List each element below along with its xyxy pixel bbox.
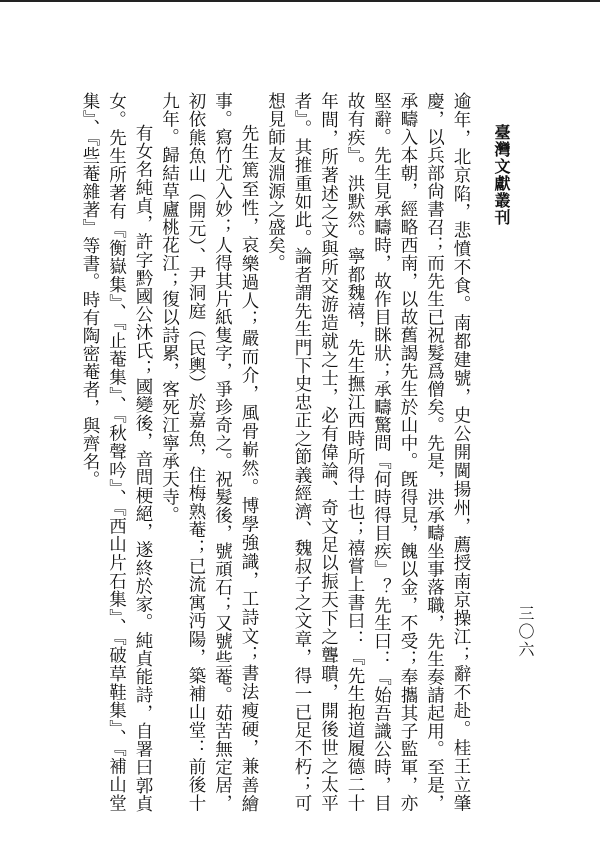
page-number: 三〇六 — [516, 605, 535, 659]
running-header-series-title: 臺灣文獻叢刊 — [492, 124, 511, 226]
paragraph-1: 逾年，北京陷，悲憤不食。南都建號，史公開閫揚州，薦授南京操江；辭不赴。桂王立肇慶，以兵部尙書召；而先生已祝髮爲僧矣。先是，洪承疇坐事落職，先生奏請起用。至是，承疇入本朝，經略西南，以故舊謁先生於山中。旣得見，餽以金，不受；奉攜其子監軍，亦堅辭。先生見承疇時，故作目眯狀；承疇驚問『何時得目疾』？先生曰：『始吾識公時，目故有疾』。洪默然。寧都魏禧，先生撫江西時所得士也；禧嘗上書曰：『先生抱道履德二十年間，所著述之文與所交游造就之士，必有偉論、奇文足以振天下之聾聵，開後世之太平者』。其推重如此。論者謂先生門下史忠正之節義經濟、魏叔子之文章，得一已足不朽；可想見師友淵源之盛矣。 — [265, 92, 471, 812]
top-edge-rule — [0, 0, 600, 2]
paragraph-2: 先生篤至性，哀樂過人；嚴而介，風骨嶄然。博學強識，工詩文；書法瘦硬，兼善繪事。寫竹尤入妙；人得其片紙隻字，爭珍奇之。祝髮後，號頑石；又號些菴。茹苦無定居，初依熊魚山（開元）、尹洞庭（民輿）於嘉魚，住梅熟菴；已流寓沔陽，築補山堂：前後十九年。歸結草廬桃花江；復以詩累，客死江寧承天寺。 — [159, 92, 259, 812]
body-text-block — [80, 92, 474, 812]
paragraph-3: 有女名純貞，許字黔國公沐氏；國變後，音問梗絕，遂終於家。純貞能詩，自署曰郭貞女。先生所著有『衡嶽集』、『止菴集』、『秋聲吟』、『西山片石集』、『破草鞋集』、『補山堂集』、『些菴雜著』等書。時有陶密菴者，與齊名。 — [80, 92, 153, 812]
